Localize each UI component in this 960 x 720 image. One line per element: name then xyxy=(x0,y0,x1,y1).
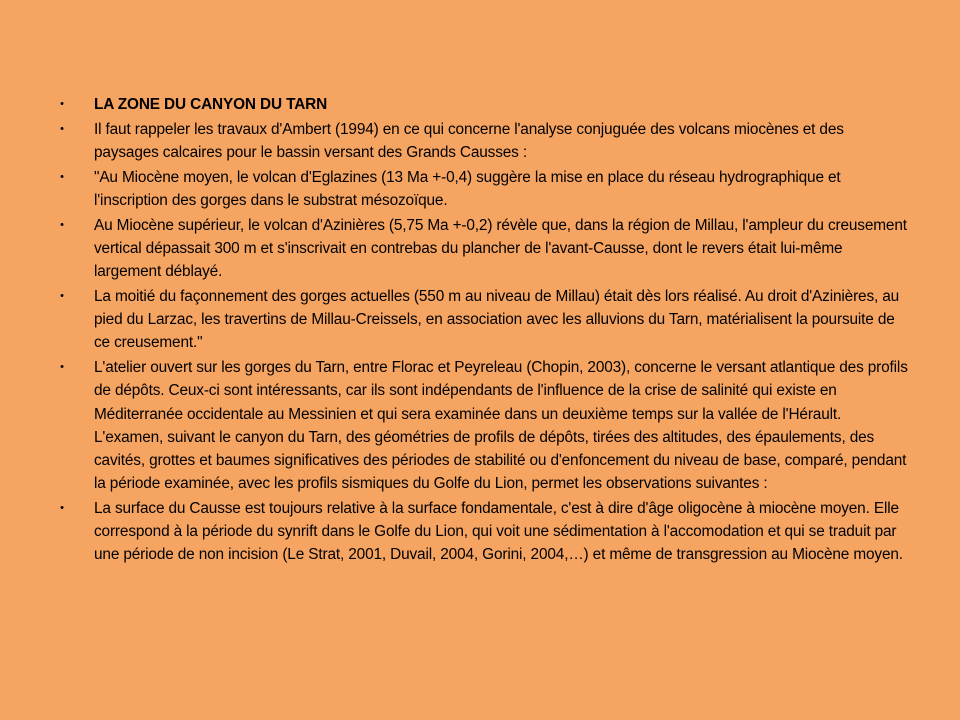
list-item xyxy=(52,497,912,567)
paragraph-text: La moitié du façonnement des gorges actuelles (550 m au niveau de Millau) était dès lors réalisé. Au droit d'Azinières, au pied du Larzac, les travertins de Millau-Creissels, en association avec les alluvions du Tarn, matérialisent la poursuite de ce creusement." xyxy=(94,288,900,352)
paragraph-text: L'atelier ouvert sur les gorges du Tarn, entre Florac et Peyreleau (Chopin, 2003), concerne le versant atlantique des profils de dépôts. Ceux-ci sont intéressants, car ils sont indépendants de l'influence de la crise de salinité qui existe en Méditerranée occidentale au Messinien et qui sera examinée dans un deuxième temps sur la vallée de l'Hérault. L'examen, suivant le canyon du Tarn, des géométries de profils de dépôts, tirées des altitudes, des épaulements, des cavités, grottes et baumes significatives des périodes de stabilité ou d'enfoncement du niveau de base, comparé, pendant la période examinée, avec les profils sismiques du Golfe du Lion, permet les observations suivantes : xyxy=(94,359,908,493)
list-item xyxy=(52,285,912,355)
bullet-icon: • xyxy=(60,502,64,515)
bullet-icon: • xyxy=(60,170,64,183)
bullet-list xyxy=(52,93,912,568)
paragraph-text: "Au Miocène moyen, le volcan d'Eglazines (13 Ma +-0,4) suggère la mise en place du réseau hydrographique et l'inscription des gorges dans le substrat mésozoïque. xyxy=(94,168,841,209)
paragraph-text: Il faut rappeler les travaux d'Ambert (1994) en ce qui concerne l'analyse conjuguée des volcans miocènes et des paysages calcaires pour le bassin versant des Grands Causses : xyxy=(94,120,844,161)
bullet-icon: • xyxy=(60,98,64,110)
list-item xyxy=(52,93,912,116)
section-heading: LA ZONE DU CANYON DU TARN xyxy=(94,96,328,113)
bullet-icon: • xyxy=(60,122,64,135)
bullet-icon: • xyxy=(60,218,64,231)
paragraph-text: Au Miocène supérieur, le volcan d'Azinières (5,75 Ma +-0,2) révèle que, dans la région de Millau, l'ampleur du creusement vertical dépassait 300 m et s'inscrivait en contrebas du plancher de l'avant-Causse, dont le revers était lui-même largement déblayé. xyxy=(94,216,907,281)
bullet-icon: • xyxy=(60,361,64,374)
list-item xyxy=(52,118,912,164)
list-item xyxy=(52,166,912,212)
bullet-icon: • xyxy=(60,290,64,302)
list-item xyxy=(52,356,912,495)
list-item xyxy=(52,214,912,284)
paragraph-text: La surface du Causse est toujours relative à la surface fondamentale, c'est à dire d'âge oligocène à miocène moyen. Elle correspond à la période du synrift dans le Golfe du Lion, qui voit une sédimentation à l'accomodation et qui se traduit par une période de non incision (Le Strat, 2001, Duvail, 2004, Gorini, 2004,…) et même de transgression au Miocène moyen. xyxy=(94,500,903,564)
